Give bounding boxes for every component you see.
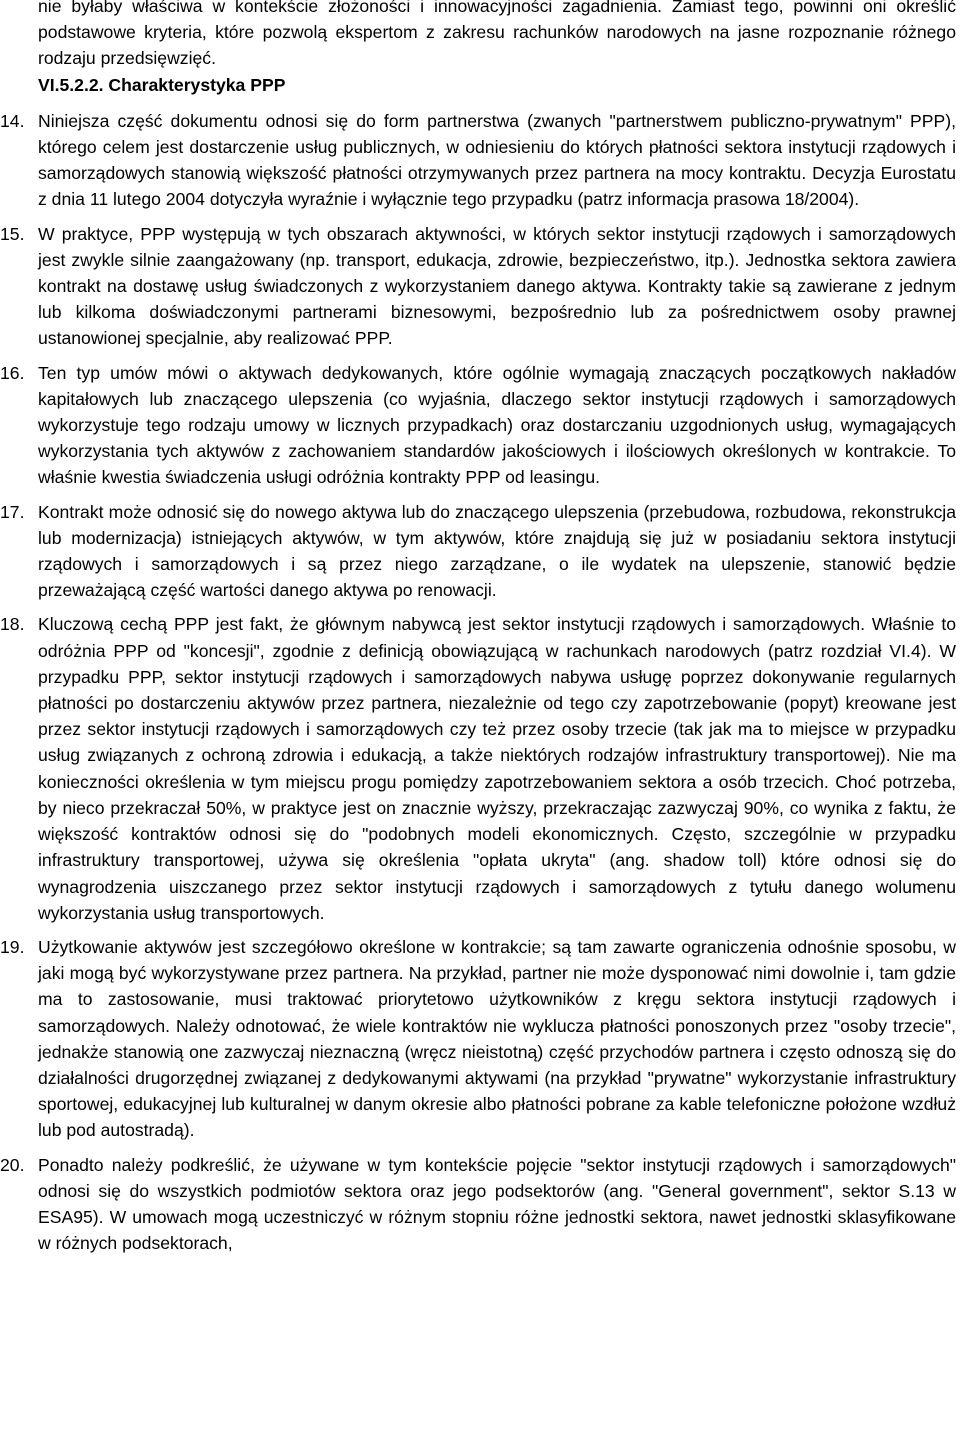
paragraph-14 (0, 108, 956, 213)
paragraph-16 (0, 360, 956, 491)
paragraph-number: 19. (0, 936, 25, 957)
paragraph-number: 17. (0, 501, 25, 522)
paragraph-20 (0, 1152, 956, 1257)
paragraph-number: 15. (0, 223, 25, 244)
paragraph-number: 14. (0, 110, 25, 131)
paragraph-text: Niniejsza część dokumentu odnosi się do form partnerstwa (zwanych "partnerstwem publiczno-prywatnym" PPP), którego celem jest dostarczenie usług publicznych, w odniesieniu do których płatności sektora instytucji rządowych i samorządowych stanowią większość płatności otrzymywanych przez partnera na mocy kontraktu. Decyzja Eurostatu z dnia 11 lutego 2004 dotyczyła wyraźnie i wyłącznie tego przypadku (patrz informacja prasowa 18/2004). (38, 110, 956, 210)
paragraph-15 (0, 221, 956, 352)
paragraph-number: 18. (0, 614, 25, 635)
paragraph-number: 16. (0, 362, 25, 383)
paragraph-text: Użytkowanie aktywów jest szczegółowo określone w kontrakcie; są tam zawarte ograniczenia odnośnie sposobu, w jaki mogą być wykorzystywane przez partnera. Na przykład, partner nie może dysponować nimi dowolnie i, tam gdzie ma to zastosowanie, musi traktować priorytetowo użytkowników z kręgu sektora instytucji rządowych i samorządowych. Należy odnotować, że wiele kontraktów nie wyklucza płatności ponoszonych przez "osoby trzecie", jednakże stanowią one zazwyczaj nieznaczną (wręcz nieistotną) część przychodów partnera i często odnoszą się do działalności drugorzędnej związanej z dedykowanymi aktywami (na przykład "prywatne" wykorzystanie infrastruktury sportowej, edukacyjnej lub kulturalnej w danym okresie albo płatności pobrane za kable telefoniczne położone wzdłuż lub pod autostradą). (38, 936, 956, 1141)
paragraph-17 (0, 499, 956, 604)
paragraph-text: W praktyce, PPP występują w tych obszarach aktywności, w których sektor instytucji rządowych i samorządowych jest zwykle silnie zaangażowany (np. transport, edukacja, zdrowie, bezpieczeństwo, itp.). Jednostka sektora zawiera kontrakt na dostawę usług świadczonych z wykorzystaniem danego aktywa. Kontrakty takie są zawierane z jednym lub kilkoma doświadczonymi partnerami biznesowymi, bezpośrednio lub za pośrednictwem osoby prawnej ustanowionej specjalnie, aby realizować PPP. (38, 223, 956, 349)
paragraph-text: Ten typ umów mówi o aktywach dedykowanych, które ogólnie wymagają znaczących początkowych nakładów kapitałowych lub znaczącego ulepszenia (co wyjaśnia, dlaczego sektor instytucji rządowych i samorządowych wykorzystuje tego rodzaju umowy w licznych przypadkach) oraz dostarczaniu uzgodnionych usług, wymagających wykorzystania tych aktywów z zachowaniem standardów jakościowych i ilościowych określonych w kontrakcie. To właśnie kwestia świadczenia usługi odróżnia kontrakty PPP od leasingu. (38, 362, 956, 488)
paragraph-text: Ponadto należy podkreślić, że używane w tym kontekście pojęcie "sektor instytucji rządowych i samorządowych" odnosi się do wszystkich podmiotów sektora oraz jego podsektorów (ang. "General government", sektor S.13 w ESA95). W umowach mogą uczestniczyć w różnym stopniu różne jednostki sektora, nawet jednostki sklasyfikowane w różnych podsektorach, (38, 1154, 956, 1254)
paragraph-18 (0, 611, 956, 925)
paragraph-text: Kontrakt może odnosić się do nowego aktywa lub do znaczącego ulepszenia (przebudowa, rozbudowa, rekonstrukcja lub modernizacja) istniejących aktywów, w tym aktywów, które znajdują się już w posiadaniu sektora instytucji rządowych i samorządowych i są przez niego zarządzane, o ile wydatek na ulepszenie, stanowić będzie przeważającą część wartości danego aktywa po renowacji. (38, 501, 956, 601)
intro-paragraph: nie byłaby właściwa w kontekście złożoności i innowacyjności zagadnienia. Zamiast tego, powinni oni określić podstawowe kryteria, które pozwolą ekspertom z zakresu rachunków narodowych na jasne rozpoznanie różnego rodzaju przedsięwzięć. (38, 0, 956, 69)
paragraph-19 (0, 934, 956, 1144)
paragraph-number: 20. (0, 1154, 25, 1175)
paragraph-text: Kluczową cechą PPP jest fakt, że głównym nabywcą jest sektor instytucji rządowych i samorządowych. Właśnie to odróżnia PPP od "koncesji", zgodnie z definicją obowiązującą w rachunkach narodowych (patrz rozdział VI.4). W przypadku PPP, sektor instytucji rządowych i samorządowych nabywa usługę poprzez dokonywanie regularnych płatności po dostarczeniu aktywów przez partnera, niezależnie od tego czy zapotrzebowanie (popyt) kreowane jest przez sektor instytucji rządowych i samorządowych czy też przez osoby trzecie (tak jak ma to miejsce w przypadku usług związanych z ochroną zdrowia i edukacją, a także niektórych rodzajów infrastruktury transportowej). Nie ma konieczności określenia w tym miejscu progu pomiędzy zapotrzebowaniem sektora a osób trzecich. Choć potrzeba, by nieco przekraczał 50%, w praktyce jest on znacznie wyższy, przekraczając zazwyczaj 90%, co wynika z faktu, że większość kontraktów odnosi się do "podobnych modeli ekonomicznych. Często, szczególnie w przypadku infrastruktury transportowej, używa się określenia "opłata ukryta" (ang. shadow toll) które odnosi się do wynagrodzenia uiszczanego przez sektor instytucji rządowych i samorządowych z tytułu danego wolumenu wykorzystania usług transportowych. (38, 614, 956, 923)
section-heading: VI.5.2.2. Charakterystyka PPP (38, 74, 286, 95)
